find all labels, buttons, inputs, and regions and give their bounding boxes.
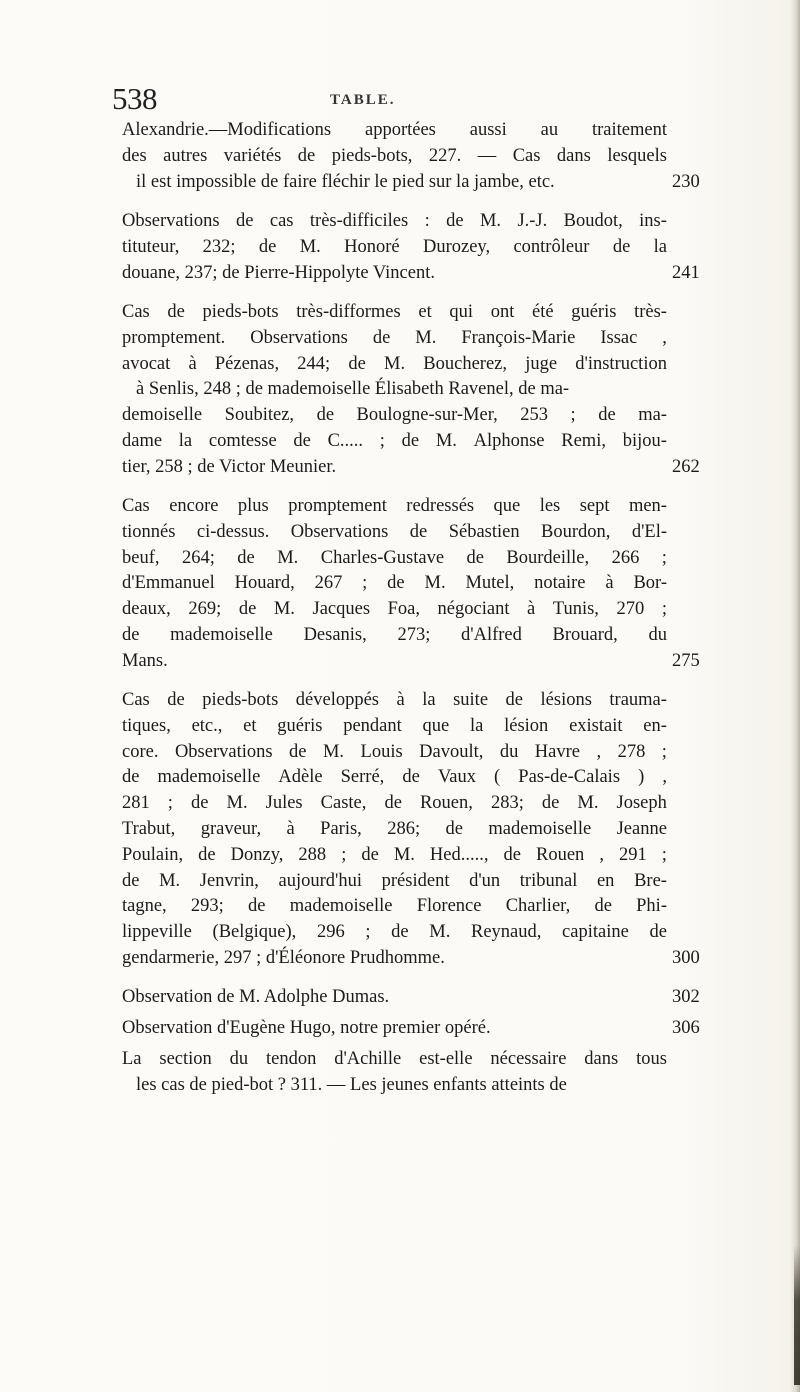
entry-line: avocat à Pézenas, 244; de M. Boucherez, juge d'instruction <box>122 353 667 374</box>
page-reference: 300 <box>672 948 700 968</box>
entry-line: beuf, 264; de M. Charles-Gustave de Bourdeille, 266 ; <box>122 547 667 568</box>
entry-line: de mademoiselle Adèle Serré, de Vaux ( Pas-de-Calais ) , <box>122 767 667 788</box>
page-reference: 306 <box>672 1018 700 1038</box>
entry-line: Cas encore plus promptement redressés que les sept men- <box>122 496 667 516</box>
toc-entry <box>122 494 667 675</box>
page-number: 538 <box>112 81 157 116</box>
toc-entry <box>122 209 667 286</box>
entry-line: d'Emmanuel Houard, 267 ; de M. Mutel, notaire à Bor- <box>122 573 667 594</box>
entry-line: Mans. <box>122 650 168 671</box>
entry-line: dame la comtesse de C..... ; de M. Alphonse Remi, bijou- <box>122 430 667 451</box>
toc-entry <box>122 985 667 1011</box>
entry-line: demoiselle Soubitez, de Boulogne-sur-Mer, 253 ; de ma- <box>122 405 667 426</box>
page-reference: 262 <box>672 457 700 477</box>
entry-line: deaux, 269; de M. Jacques Foa, négociant à Tunis, 270 ; <box>122 599 667 620</box>
entry-line: tituteur, 232; de M. Honoré Durozey, contrôleur de la <box>122 236 667 257</box>
entry-line: Trabut, graveur, à Paris, 286; de mademoiselle Jeanne <box>122 818 667 839</box>
entry-line: douane, 237; de Pierre-Hippolyte Vincent. <box>122 262 435 283</box>
toc-entry <box>122 300 667 481</box>
entry-line: des autres variétés de pieds-bots, 227. — Cas dans lesquels <box>122 145 667 166</box>
entry-line: Observations de cas très-difficiles : de M. J.-J. Boudot, ins- <box>122 211 667 231</box>
toc-entry <box>122 688 667 972</box>
toc-entry <box>122 118 667 195</box>
entry-line: 281 ; de M. Jules Caste, de Rouen, 283; de M. Joseph <box>122 793 667 814</box>
entry-line: à Senlis, 248 ; de mademoiselle Élisabeth Ravenel, de ma- <box>136 379 570 400</box>
entry-line: Observation de M. Adolphe Dumas. <box>122 987 390 1007</box>
entry-line: tier, 258 ; de Victor Meunier. <box>122 456 337 477</box>
toc-entry <box>122 1047 667 1099</box>
page-reference: 302 <box>672 987 700 1007</box>
entry-line: promptement. Observations de M. François-Marie Issac , <box>122 327 667 348</box>
entry-line: core. Observations de M. Louis Davoult, du Havre , 278 ; <box>122 741 667 762</box>
entry-line: Cas de pieds-bots très-difformes et qui ont été guéris très- <box>122 302 667 322</box>
page-edge-shadow <box>790 0 800 1392</box>
page-reference: 275 <box>672 651 700 671</box>
entry-line: Poulain, de Donzy, 288 ; de M. Hed....., de Rouen , 291 ; <box>122 844 667 865</box>
entry-line: Alexandrie.—Modifications apportées aussi au traitement <box>122 120 667 140</box>
entry-line: tagne, 293; de mademoiselle Florence Charlier, de Phi- <box>122 896 667 917</box>
entry-line: de M. Jenvrin, aujourd'hui président d'un tribunal en Bre- <box>122 870 667 891</box>
running-head: TABLE. <box>330 92 396 108</box>
entry-line: gendarmerie, 297 ; d'Éléonore Prudhomme. <box>122 947 445 968</box>
entry-line: il est impossible de faire fléchir le pied sur la jambe, etc. <box>136 171 555 192</box>
toc-entry <box>122 1016 667 1042</box>
entry-line: lippeville (Belgique), 296 ; de M. Reynaud, capitaine de <box>122 922 667 943</box>
entry-line: tiques, etc., et guéris pendant que la lésion existait en- <box>122 715 667 736</box>
entry-line: les cas de pied-bot ? 311. — Les jeunes enfants atteints de <box>136 1074 567 1095</box>
page-edge-mark <box>794 1245 800 1385</box>
entry-line: Observation d'Eugène Hugo, notre premier opéré. <box>122 1018 491 1038</box>
entry-line: de mademoiselle Desanis, 273; d'Alfred Brouard, du <box>122 624 667 645</box>
entry-line: La section du tendon d'Achille est-elle nécessaire dans tous <box>122 1049 667 1069</box>
page-reference: 230 <box>672 172 700 192</box>
page-reference: 241 <box>672 263 700 283</box>
entry-line: tionnés ci-dessus. Observations de Sébastien Bourdon, d'El- <box>122 521 667 542</box>
entry-line: Cas de pieds-bots développés à la suite de lésions trauma- <box>122 690 667 710</box>
